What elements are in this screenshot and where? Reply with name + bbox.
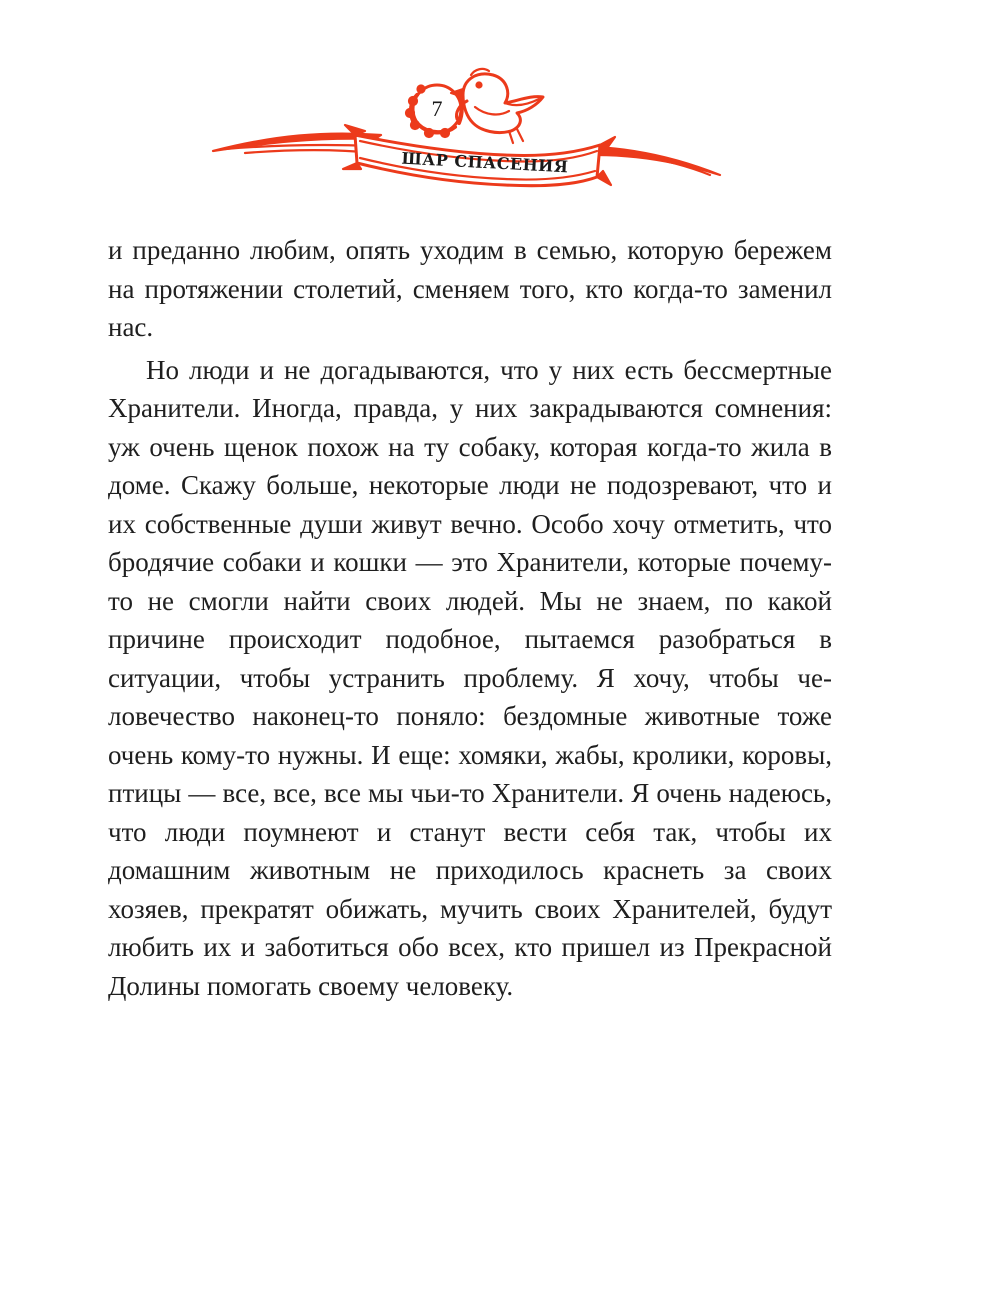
bird-wreath-ribbon-ornament-icon [205,65,725,195]
page-body [108,231,832,1005]
paragraph-continued: и преданно любим, опять уходим в семью, которую бережем на протяжении столетий, сменяем того, кто когда-то заменил нас. [108,235,832,342]
chapter-title: ШАР СПАСЕНИЯ [401,148,569,177]
chapter-header [205,65,725,195]
page-number: 7 [431,96,443,121]
paragraph: Но люди и не догадываются, что у них есть бессмертные Хранители. Иногда, правда, у них закрадываются сомнения: уж очень щенок похож на ту собаку, которая когда-то жила в доме. Скажу больше, некоторые люди не подозревают, что и их собственные души живут вечно. Особо хочу отметить, что бродячие собаки и кошки — это Хранители, которые почему-то не смогли найти своих людей. Мы не знаем, по какой причине происходит подобное, пытаемся разобраться в ситуации, чтобы устранить проблему. Я хочу, чтобы человечество наконец-то поняло: бездомные животные тоже очень кому-то нужны. И еще: хомяки, жабы, кролики, коровы, птицы — все, все, все мы чьи-то Хранители. Я очень надеюсь, что люди поумнеют и станут вести себя так, чтобы их домашним животным не приходилось краснеть за своих хозяев, прекратят обижать, мучить своих Хранителей, будут любить их и заботиться обо всех, кто пришел из Прекрасной Долины помогать своему человеку. [108,354,832,1001]
